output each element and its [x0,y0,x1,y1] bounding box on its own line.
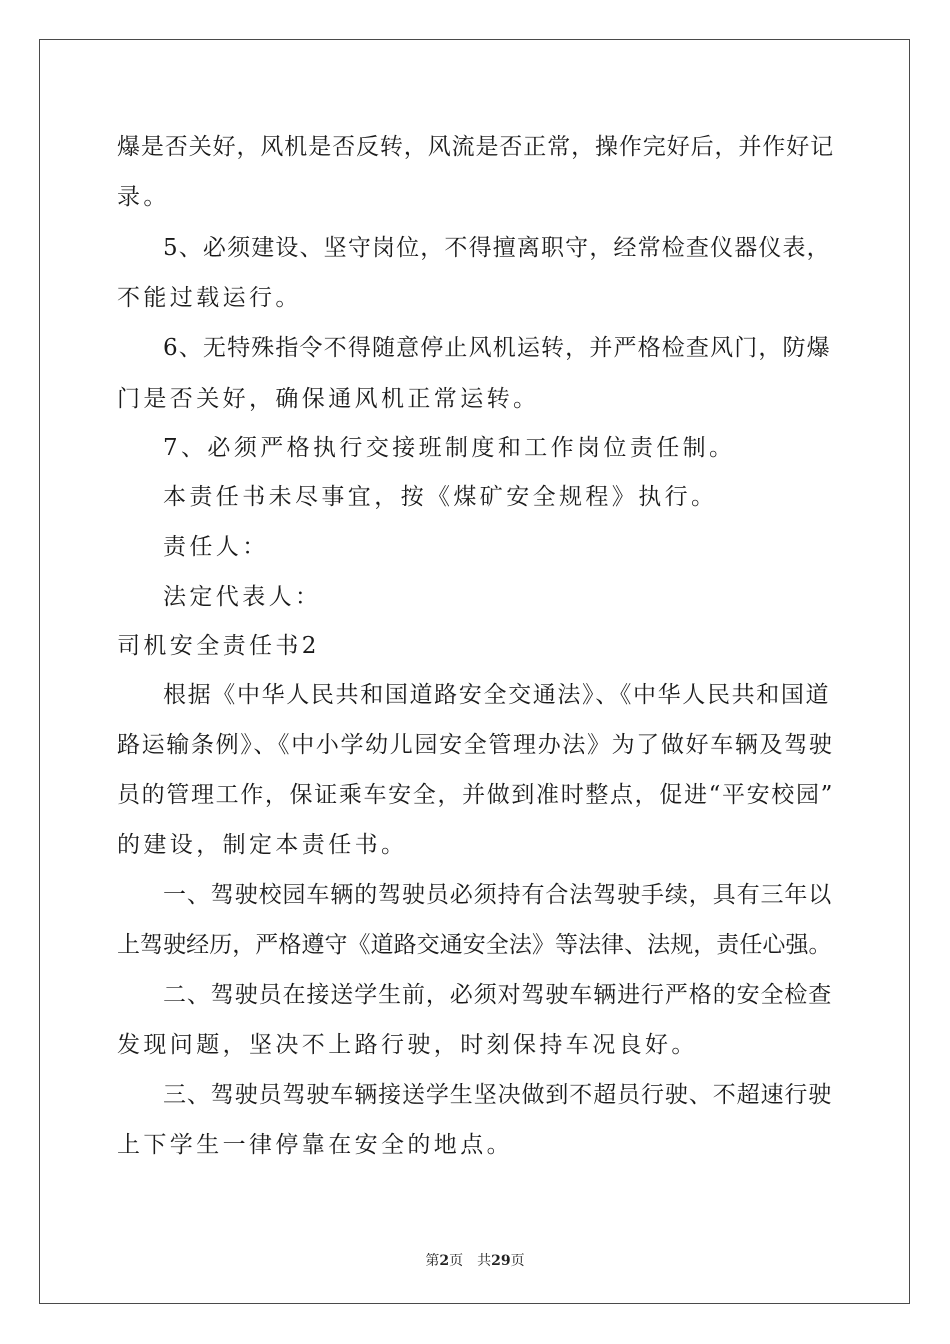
text-line: 三、驾驶员驾驶车辆接送学生坚决做到不超员行驶、不超速行驶 [163,1082,833,1108]
text-line: 7、必须严格执行交接班制度和工作岗位责任制。 [163,435,736,461]
page-frame [39,39,910,1304]
text-line: 门是否关好，确保通风机正常运转。 [117,386,540,412]
text-line: 上下学生一律停靠在安全的地点。 [117,1132,513,1158]
page-number-footer [0,1250,950,1270]
text-line: 6、无特殊指令不得随意停止风机运转，并严格检查风门，防爆 [163,335,831,361]
text-line: 不能过载运行。 [117,285,302,311]
text-line: 的建设，制定本责任书。 [117,832,408,858]
text-line: 二、驾驶员在接送学生前，必须对驾驶车辆进行严格的安全检查 [163,982,833,1008]
page-total: 29 [491,1253,511,1269]
text-line: 上驾驶经历，严格遵守《道路交通安全法》等法律、法规，责任心强。 [117,932,832,958]
text-line: 路运输条例》、《中小学幼儿园安全管理办法》为了做好车辆及驾驶 [117,732,834,758]
text-line: 责任人： [163,534,269,560]
page-mid: 页 共 [449,1253,492,1269]
page-prefix: 第 [425,1253,440,1269]
text-line: 5、必须建设、坚守岗位，不得擅离职守，经常检查仪器仪表， [163,235,831,261]
page-current: 2 [439,1253,450,1269]
text-line: 发现问题，坚决不上路行驶，时刻保持车况良好。 [117,1032,698,1058]
text-line: 根据《中华人民共和国道路安全交通法》、《中华人民共和国道 [163,682,831,708]
text-line: 一、驾驶校园车辆的驾驶员必须持有合法驾驶手续，具有三年以 [163,882,833,908]
text-line: 本责任书未尽事宜，按《煤矿安全规程》执行。 [163,484,718,510]
text-line: 录。 [117,184,170,210]
text-line: 爆是否关好，风机是否反转，风流是否正常，操作完好后，并作好记 [117,134,834,160]
text-line: 员的管理工作，保证乘车安全，并做到准时整点，促进“平安校园” [117,782,835,808]
text-line: 法定代表人： [163,584,322,610]
section-heading: 司机安全责任书2 [117,633,320,659]
page-suffix: 页 [510,1253,525,1269]
